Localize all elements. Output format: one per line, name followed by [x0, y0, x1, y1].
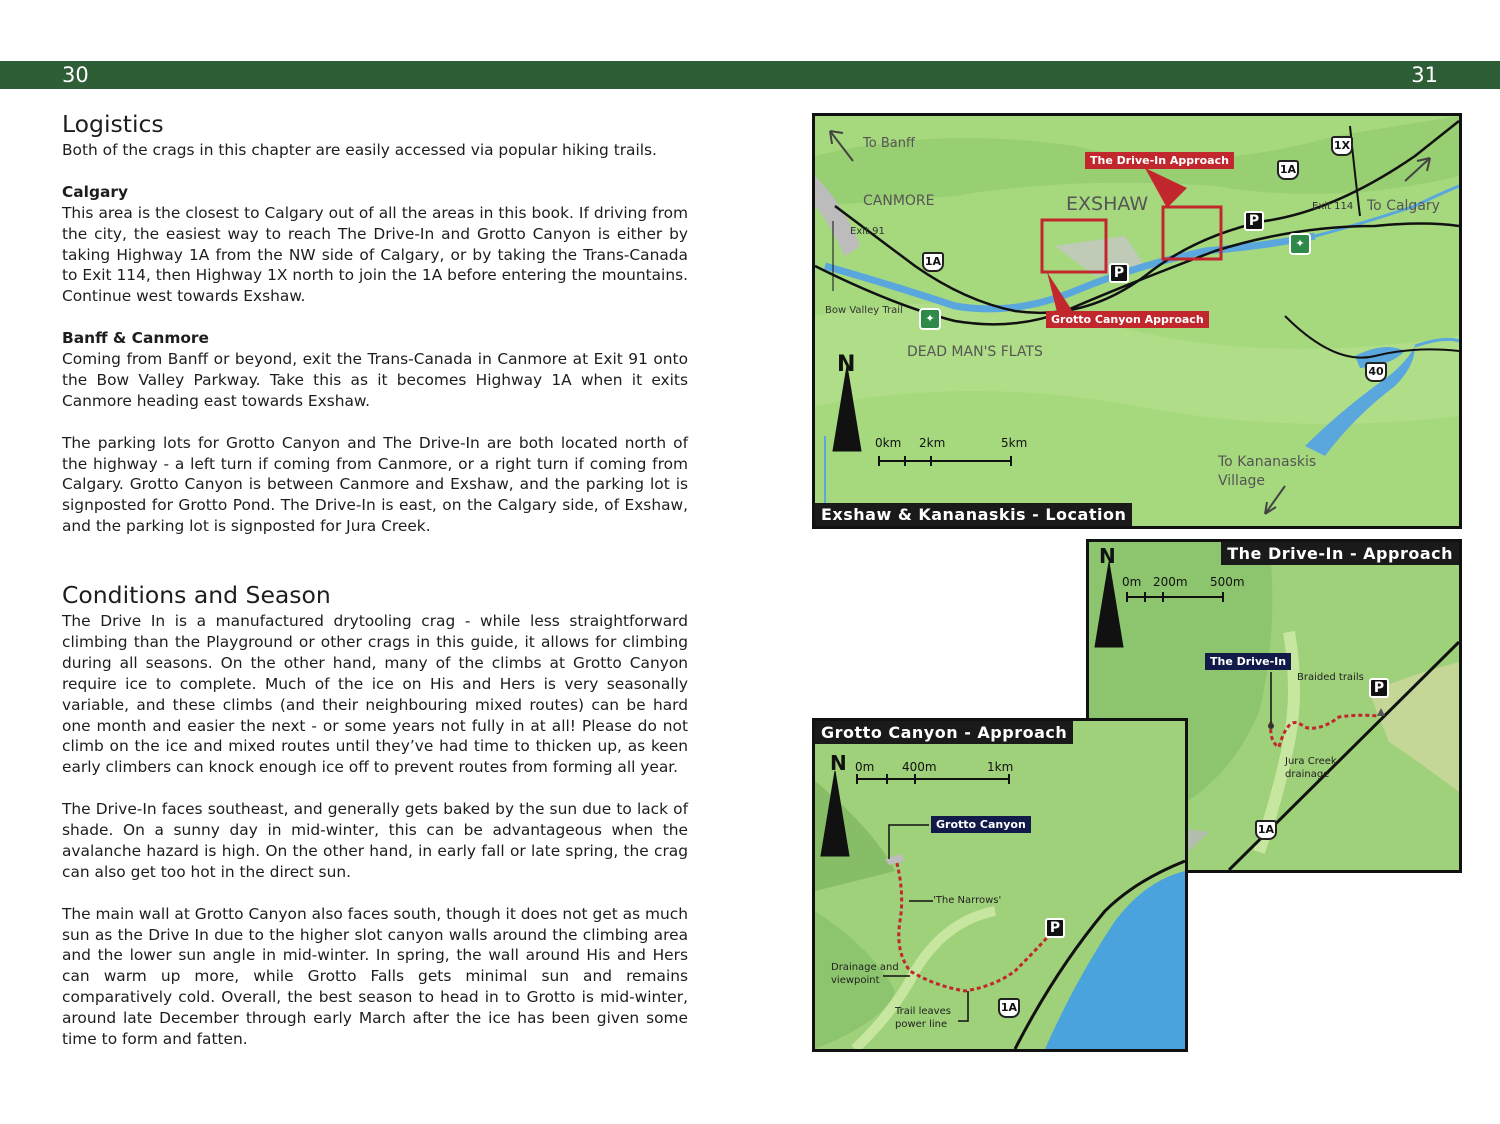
highway-40-shield-icon: 40 [1365, 362, 1387, 382]
banff-text: Coming from Banff or beyond, exit the Trans-Canada in Canmore at Exit 91 onto the Bow Valley Parkway. Take this as it becomes Highway 1A when it exits Canmore heading east towards Exshaw. [62, 350, 688, 410]
logistics-section [62, 110, 688, 537]
village-label: Village [1218, 473, 1266, 489]
drive-in-scale-0m: 0m [1122, 575, 1142, 589]
location-map-title: Exshaw & Kananaskis - Location [815, 503, 1132, 526]
left-page-number: 30 [62, 63, 89, 87]
trans-canada-icon-east: ✦ [1289, 233, 1311, 255]
bow-valley-trail-label: Bow Valley Trail [825, 305, 903, 316]
conditions-p1: The Drive In is a manufactured drytooling crag - while less straightforward climbing than the Playground or other crags in this guide, it allows for climbing during all seasons. On the other hand, many of the climbs at Grotto Canyon require ice to complete. Much of the ice on His and Hers is very seasonally variable, and these climbs (and their neighbouring mixed routes) can be hard one month and easier the next - or some years not fully in at all! Please do not climb on the ice and mixed routes until they’ve had time to thicken up, as keen early climbers can knock enough ice off to prevent routes from forming all year. [62, 612, 688, 777]
scale-5km: 5km [1001, 436, 1028, 450]
highway-1x-shield-icon: 1X [1331, 136, 1353, 156]
highway-1a-shield-icon-east: 1A [1277, 160, 1299, 180]
drive-in-map-parking-icon: P [1369, 678, 1389, 698]
drive-in-highway-1a-shield-icon: 1A [1255, 820, 1277, 840]
exshaw-label: EXSHAW [1066, 193, 1149, 215]
conditions-section [62, 581, 688, 1050]
calgary-text: This area is the closest to Calgary out of all the areas in this book. If driving from the city, the easiest way to reach The Drive-In and Grotto Canyon is either by taking Highway 1A from the NW side of Calgary, or by taking the Trans-Canada to Exit 114, then Highway 1X north to join the 1A before entering the mountains. Continue west towards Exshaw. [62, 203, 688, 306]
north-arrow-icon-grotto: N [830, 751, 847, 775]
header-bar [0, 61, 1500, 89]
right-page-number: 31 [1411, 63, 1438, 87]
grotto-parking-icon: P [1109, 263, 1129, 283]
parking-text: The parking lots for Grotto Canyon and The Drive-In are both located north of the highway - a left turn if coming from Canmore, or a right turn if coming from Calgary. Grotto Canyon is between Canmore and Exshaw, and the parking lot is signposted for Grotto Pond. The Drive-In is east, on the Calgary side, of Exshaw, and the parking lot is signposted for Jura Creek. [62, 433, 688, 536]
trans-canada-icon: ✦ [919, 308, 941, 330]
drainage-viewpoint-label-1: Drainage and [831, 962, 899, 973]
calgary-heading: Calgary [62, 182, 128, 201]
grotto-scale-0m: 0m [855, 760, 875, 774]
grotto-canyon-approach-map [812, 718, 1188, 1052]
drive-in-scale-500m: 500m [1210, 575, 1245, 589]
conditions-title: Conditions and Season [62, 581, 331, 609]
north-arrow-icon: N [837, 352, 856, 377]
narrows-label: 'The Narrows' [933, 895, 1002, 906]
to-calgary-label: To Calgary [1367, 198, 1440, 214]
logistics-intro: Both of the crags in this chapter are easily accessed via popular hiking trails. [62, 141, 657, 159]
north-arrow-icon-drive-in: N [1099, 544, 1116, 568]
grotto-map-title: Grotto Canyon - Approach [815, 721, 1073, 744]
banff-heading: Banff & Canmore [62, 329, 209, 348]
grotto-canyon-crag-tag: Grotto Canyon [931, 816, 1031, 833]
to-banff-label: To Banff [863, 136, 915, 151]
braided-trails-label: Braided trails [1297, 672, 1364, 683]
dead-mans-flats-label: DEAD MAN'S FLATS [907, 344, 1043, 360]
trail-leaves-label-2: power line [895, 1019, 948, 1030]
drive-in-approach-tag: The Drive-In Approach [1085, 152, 1234, 169]
drainage-label: drainage [1285, 769, 1330, 780]
grotto-scale-1km: 1km [987, 760, 1014, 774]
drive-in-parking-icon: P [1244, 211, 1264, 231]
drive-in-crag-tag: The Drive-In [1205, 653, 1291, 670]
jura-creek-label: Jura Creek [1285, 756, 1337, 767]
grotto-map-parking-icon: P [1045, 918, 1065, 938]
exit-114-label: Exit 114 [1312, 201, 1354, 212]
logistics-title: Logistics [62, 110, 164, 138]
grotto-canyon-approach-tag: Grotto Canyon Approach [1046, 311, 1209, 328]
conditions-p3: The main wall at Grotto Canyon also faces south, though it does not get as much sun as the Drive In due to the higher slot canyon walls around the climbing area and the lower sun angle in mid-winter. In spring, the wall around His and Hers can warm up more, while Grotto Falls gets minimal sun and remains comparatively cold. Overall, the best season to head in to Grotto is mid-winter, around late December through early March after the ice has been given some time to form and fatten. [62, 904, 688, 1049]
exit-91-label: Exit 91 [850, 226, 885, 237]
drive-in-scale-200m: 200m [1153, 575, 1188, 589]
drive-in-map-title: The Drive-In - Approach [1221, 542, 1459, 565]
highway-1a-shield-icon: 1A [922, 252, 944, 272]
canmore-label: CANMORE [863, 193, 935, 209]
conditions-p2: The Drive-In faces southeast, and generally gets baked by the sun due to lack of shade. On a sunny day in mid-winter, this can be advantageous when the avalanche hazard is high. On the other hand, in early fall or late spring, the crag can also get too hot in the direct sun. [62, 800, 688, 881]
grotto-highway-1a-shield-icon: 1A [998, 998, 1020, 1018]
grotto-scale-400m: 400m [902, 760, 937, 774]
to-kananaskis-label: To Kananaskis [1218, 454, 1317, 470]
location-map [812, 113, 1462, 529]
scale-2km: 2km [919, 436, 946, 450]
scale-0km: 0km [875, 436, 902, 450]
trail-leaves-label-1: Trail leaves [895, 1006, 951, 1017]
drainage-viewpoint-label-2: viewpoint [831, 975, 880, 986]
